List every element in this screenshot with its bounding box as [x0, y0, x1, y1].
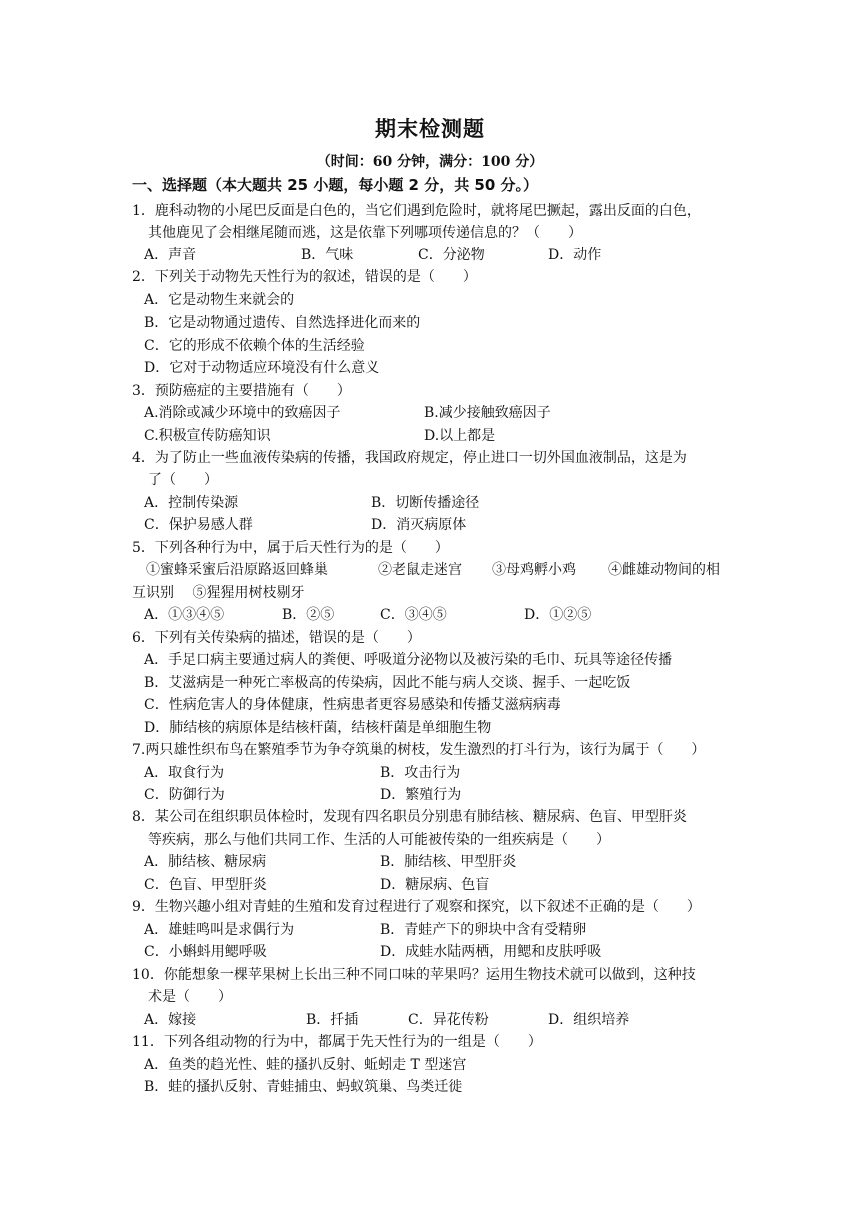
q8-stem-line2: 等疾病，那么与他们共同工作、生活的人可能被传染的一组疾病是（ ）: [148, 832, 610, 848]
q5-stem: 5．下列各种行为中，属于后天性行为的是（ ）: [132, 540, 449, 556]
section-heading: 一、选择题（本大题共 25 小题，每小题 2 分，共 50 分。）: [132, 176, 539, 194]
q8-option-b: B．肺结核、甲型肝炎: [380, 854, 517, 870]
q1-stem-line2: 其他鹿见了会相继尾随而逃，这是依靠下列哪项传递信息的？（ ）: [148, 225, 582, 241]
q9-option-c: C．小蝌蚪用鳃呼吸: [144, 944, 267, 960]
q9-option-b: B．青蛙产下的卵块中含有受精卵: [380, 922, 587, 938]
page-title: 期末检测题: [375, 117, 485, 141]
q11-option-b: B．蛙的搔扒反射、青蛙捕虫、蚂蚁筑巢、鸟类迁徙: [144, 1079, 463, 1095]
q1-option-d: D．动作: [548, 247, 602, 263]
q7-option-c: C．防御行为: [144, 787, 225, 803]
q11-stem: 11．下列各组动物的行为中，都属于先天性行为的一组是（ ）: [132, 1034, 542, 1050]
q6-option-c: C．性病危害人的身体健康，性病患者更容易感染和传播艾滋病病毒: [144, 697, 561, 713]
q7-option-d: D．繁殖行为: [380, 787, 462, 803]
q1-option-a: A．声音: [144, 247, 197, 263]
q5-option-c: C．③④⑤: [380, 607, 447, 623]
q2-option-b: B．它是动物通过遗传、自然选择进化而来的: [144, 315, 421, 331]
q4-option-a: A．控制传染源: [144, 495, 239, 511]
q11-option-a: A．鱼类的趋光性、蛙的搔扒反射、蚯蚓走 T 型迷宫: [144, 1057, 467, 1073]
q10-option-b: B．扦插: [306, 1012, 359, 1028]
q8-stem-line1: 8．某公司在组织职员体检时，发现有四名职员分别患有肺结核、糖尿病、色盲、甲型肝炎: [132, 809, 687, 825]
q2-option-c: C．它的形成不依赖个体的生活经验: [144, 338, 365, 354]
q2-stem: 2．下列关于动物先天性行为的叙述，错误的是（ ）: [132, 269, 477, 285]
q10-option-d: D．组织培养: [548, 1012, 630, 1028]
q10-stem-line1: 10．你能想象一棵苹果树上长出三种不同口味的苹果吗？运用生物技术就可以做到，这种技: [132, 967, 696, 983]
q2-option-a: A．它是动物生来就会的: [144, 292, 295, 308]
q9-option-a: A．雄蛙鸣叫是求偶行为: [144, 922, 295, 938]
q7-option-b: B．攻击行为: [380, 765, 461, 781]
q3-option-c: C.积极宣传防癌知识: [144, 428, 271, 444]
q4-option-c: C．保护易感人群: [144, 517, 253, 533]
q8-option-d: D．糖尿病、色盲: [380, 877, 490, 893]
q8-option-a: A．肺结核、糖尿病: [144, 854, 267, 870]
q6-option-b: B．艾滋病是一种死亡率极高的传染病，因此不能与病人交谈、握手、一起吃饭: [144, 675, 631, 691]
q4-option-d: D．消灭病原体: [371, 517, 467, 533]
q6-stem: 6．下列有关传染病的描述，错误的是（ ）: [132, 630, 421, 646]
q10-option-a: A．嫁接: [144, 1012, 197, 1028]
q5-item-4: ④雌雄动物间的相: [608, 562, 720, 578]
q4-option-b: B．切断传播途径: [371, 495, 480, 511]
q5-item-2: ②老鼠走迷宫: [378, 562, 462, 578]
q5-option-b: B．②⑤: [282, 607, 335, 623]
q5-item-1: ①蜜蜂采蜜后沿原路返回蜂巢: [146, 562, 328, 578]
q9-option-d: D．成蛙水陆两栖，用鳃和皮肤呼吸: [380, 944, 602, 960]
q8-option-c: C．色盲、甲型肝炎: [144, 877, 267, 893]
q3-option-a: A.消除或减少环境中的致癌因子: [144, 405, 341, 421]
q1-stem-line1: 1．鹿科动物的小尾巴反面是白色的，当它们遇到危险时，就将尾巴撅起，露出反面的白色，: [132, 203, 701, 219]
q6-option-a: A．手足口病主要通过病人的粪便、呼吸道分泌物以及被污染的毛巾、玩具等途径传播: [144, 652, 673, 668]
q1-option-c: C．分泌物: [418, 247, 485, 263]
q2-option-d: D．它对于动物适应环境没有什么意义: [144, 360, 380, 376]
q3-stem: 3．预防癌症的主要措施有（ ）: [132, 383, 351, 399]
q3-option-b: B.减少接触致癌因子: [424, 405, 551, 421]
q1-option-b: B．气味: [301, 247, 354, 263]
q4-stem-line1: 4．为了防止一些血液传染病的传播，我国政府规定，停止进口一切外国血液制品，这是为: [132, 450, 687, 466]
q7-stem: 7.两只雄性织布鸟在繁殖季节为争夺筑巢的树枝，发生激烈的打斗行为，该行为属于（ ）: [132, 742, 706, 758]
q3-option-d: D.以上都是: [424, 428, 496, 444]
q6-option-d: D．肺结核的病原体是结核杆菌，结核杆菌是单细胞生物: [144, 720, 492, 736]
q9-stem: 9．生物兴趣小组对青蛙的生殖和发育过程进行了观察和探究，以下叙述不正确的是（ ）: [132, 899, 701, 915]
q5-option-d: D．①②⑤: [524, 607, 592, 623]
q5-item-3: ③母鸡孵小鸡: [492, 562, 576, 578]
q10-stem-line2: 术是（ ）: [148, 989, 232, 1005]
q7-option-a: A．取食行为: [144, 765, 225, 781]
q10-option-c: C．异花传粉: [408, 1012, 489, 1028]
q4-stem-line2: 了（ ）: [148, 472, 218, 488]
exam-info: （时间：60 分钟，满分：100 分）: [316, 154, 544, 170]
q5-option-a: A．①③④⑤: [144, 607, 225, 623]
q5-items-line2: 互识别 ⑤猩猩用树枝剔牙: [132, 585, 305, 601]
